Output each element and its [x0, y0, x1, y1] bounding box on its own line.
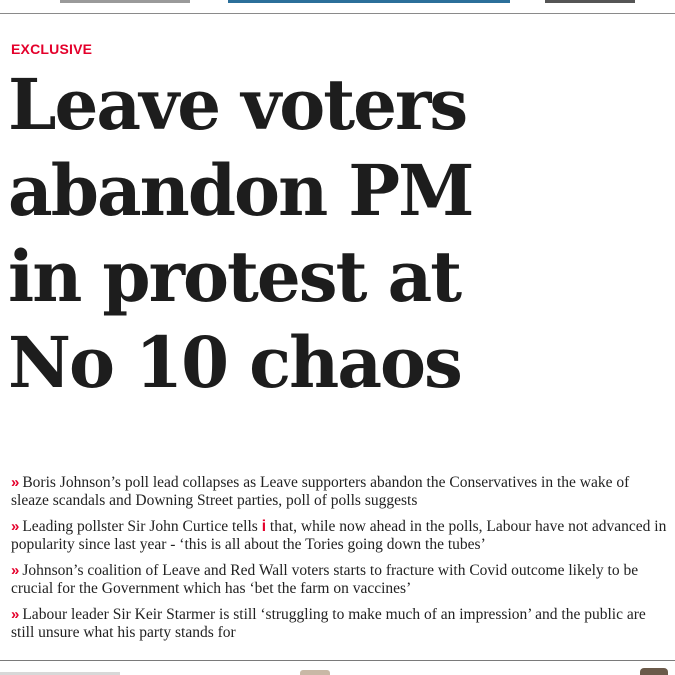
bottom-strip-photo-fragment: [300, 670, 330, 675]
bullet-item: [11, 518, 671, 554]
bullet-item: [11, 562, 671, 598]
i-newspaper-logo: i: [261, 518, 267, 535]
top-page-strip: [0, 0, 675, 14]
bottom-page-strip: [0, 660, 675, 675]
top-strip-fragment-left: [60, 0, 190, 3]
bullet-item: [11, 606, 671, 642]
headline-line: No 10 chaos: [8, 321, 461, 404]
headline: [8, 62, 673, 406]
bullet-text: Leading pollster Sir John Curtice tells: [22, 518, 258, 535]
bottom-strip-photo-fragment: [640, 668, 668, 675]
bottom-divider: [0, 660, 675, 661]
standfirst-bullets: [11, 474, 671, 650]
top-strip-fragment-right: [545, 0, 635, 3]
top-strip-fragment-blue: [228, 0, 510, 3]
exclusive-kicker: EXCLUSIVE: [11, 41, 93, 57]
top-divider: [0, 13, 675, 14]
headline-line: in protest at: [8, 235, 461, 318]
headline-line: Leave voters: [8, 63, 467, 146]
bullet-text: Labour leader Sir Keir Starmer is still ‘struggling to make much of an impression’ and the public are still unsure what his party stands for: [11, 606, 646, 641]
bullet-item: [11, 474, 671, 510]
bullet-marker-icon: »: [11, 562, 20, 579]
bullet-marker-icon: »: [11, 518, 20, 535]
bullet-text: that, while now ahead in the polls, Labour have not advanced in popularity since last year - ‘this is all about the Tories going down the tubes’: [11, 518, 667, 553]
bullet-marker-icon: »: [11, 606, 20, 623]
bullet-text: Boris Johnson’s poll lead collapses as Leave supporters abandon the Conservatives in the wake of sleaze scandals and Downing Street parties, poll of polls suggests: [11, 474, 630, 509]
bullet-text: Johnson’s coalition of Leave and Red Wall voters starts to fracture with Covid outcome likely to be crucial for the Government which has ‘bet the farm on vaccines’: [11, 562, 639, 597]
bullet-marker-icon: »: [11, 474, 20, 491]
headline-line: abandon PM: [8, 149, 473, 232]
